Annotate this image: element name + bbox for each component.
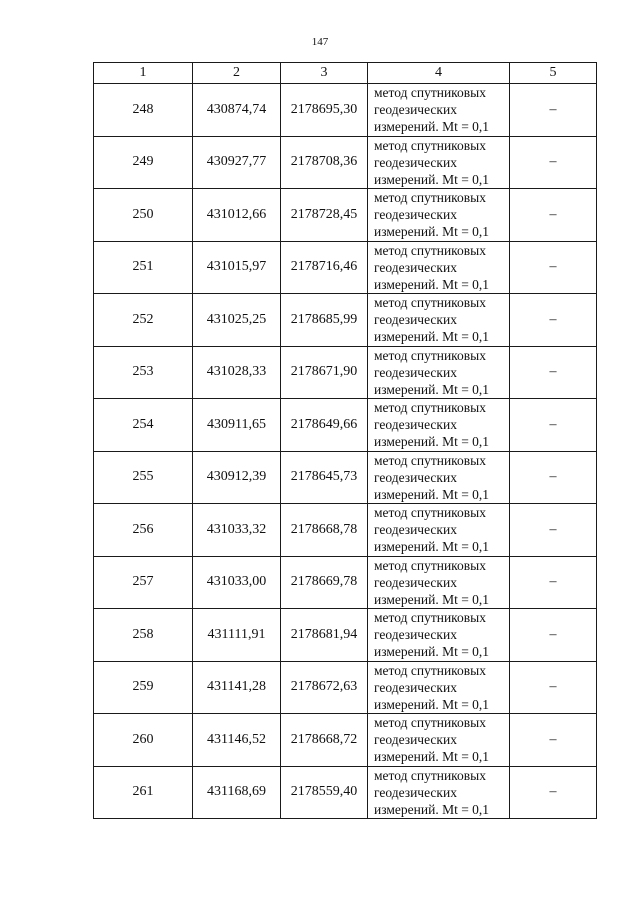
method-line: измерений. Mt = 0,1 [374,696,490,712]
coordinate-x: 430927,77 [193,136,281,189]
note-cell: – [510,766,597,819]
method-line: измерений. Mt = 0,1 [374,801,490,817]
method-line: измерений. Mt = 0,1 [374,171,490,187]
method-cell [368,714,510,767]
note-cell: – [510,84,597,137]
method-line: геодезических [374,312,457,328]
method-line: геодезических [374,732,457,748]
table-row [94,294,597,347]
point-number: 252 [94,294,193,347]
point-number: 261 [94,766,193,819]
method-line: метод спутниковых [374,715,486,731]
point-number: 250 [94,189,193,242]
method-line: геодезических [374,207,457,223]
method-cell [368,661,510,714]
method-line: геодезических [374,154,457,170]
method-line: измерений. Mt = 0,1 [374,276,490,292]
coordinate-x: 431033,32 [193,504,281,557]
table-row [94,504,597,557]
method-line: измерений. Mt = 0,1 [374,539,490,555]
coordinate-x: 431168,69 [193,766,281,819]
note-cell: – [510,399,597,452]
coordinate-x: 430911,65 [193,399,281,452]
coordinate-x: 430874,74 [193,84,281,137]
method-line: геодезических [374,627,457,643]
column-header-4: 4 [368,63,510,84]
coordinate-y: 2178649,66 [281,399,368,452]
method-line: геодезических [374,417,457,433]
method-cell [368,241,510,294]
method-line: метод спутниковых [374,137,486,153]
table-row [94,136,597,189]
page-number: 147 [311,36,329,48]
column-header-3: 3 [281,63,368,84]
column-header-2: 2 [193,63,281,84]
method-line: метод спутниковых [374,347,486,363]
method-line: геодезических [374,679,457,695]
method-line: измерений. Mt = 0,1 [374,486,490,502]
method-line: измерений. Mt = 0,1 [374,381,490,397]
point-number: 255 [94,451,193,504]
table-row [94,84,597,137]
note-cell: – [510,136,597,189]
method-line: геодезических [374,364,457,380]
coordinate-x: 431015,97 [193,241,281,294]
method-line: измерений. Mt = 0,1 [374,749,490,765]
method-line: метод спутниковых [374,85,486,101]
coordinate-y: 2178672,63 [281,661,368,714]
point-number: 259 [94,661,193,714]
coordinate-x: 431025,25 [193,294,281,347]
coordinate-y: 2178645,73 [281,451,368,504]
table-header-row [94,63,597,84]
coordinate-y: 2178559,40 [281,766,368,819]
method-line: метод спутниковых [374,505,486,521]
method-line: измерений. Mt = 0,1 [374,434,490,450]
method-line: геодезических [374,102,457,118]
point-number: 256 [94,504,193,557]
table-row [94,451,597,504]
method-line: измерений. Mt = 0,1 [374,591,490,607]
method-cell [368,609,510,662]
coordinate-y: 2178716,46 [281,241,368,294]
method-cell [368,399,510,452]
point-number: 258 [94,609,193,662]
point-number: 248 [94,84,193,137]
method-line: метод спутниковых [374,767,486,783]
note-cell: – [510,714,597,767]
coordinates-table [93,62,597,819]
table-row [94,241,597,294]
coordinate-y: 2178685,99 [281,294,368,347]
method-line: метод спутниковых [374,662,486,678]
method-cell [368,84,510,137]
method-line: метод спутниковых [374,557,486,573]
method-line: метод спутниковых [374,295,486,311]
method-cell [368,504,510,557]
method-cell [368,294,510,347]
method-line: измерений. Mt = 0,1 [374,224,490,240]
method-cell [368,189,510,242]
coordinate-x: 431146,52 [193,714,281,767]
coordinate-y: 2178668,72 [281,714,368,767]
method-line: геодезических [374,522,457,538]
note-cell: – [510,346,597,399]
coordinate-y: 2178681,94 [281,609,368,662]
method-cell [368,346,510,399]
note-cell: – [510,189,597,242]
column-header-5: 5 [510,63,597,84]
point-number: 260 [94,714,193,767]
note-cell: – [510,294,597,347]
method-line: геодезических [374,259,457,275]
coordinate-x: 431111,91 [193,609,281,662]
coordinate-y: 2178728,45 [281,189,368,242]
point-number: 251 [94,241,193,294]
point-number: 253 [94,346,193,399]
table-body [94,84,597,819]
table-row [94,609,597,662]
table-row [94,189,597,242]
coordinate-y: 2178708,36 [281,136,368,189]
note-cell: – [510,241,597,294]
coordinate-x: 431028,33 [193,346,281,399]
table-row [94,766,597,819]
note-cell: – [510,451,597,504]
method-line: измерений. Mt = 0,1 [374,119,490,135]
method-line: геодезических [374,469,457,485]
method-line: измерений. Mt = 0,1 [374,329,490,345]
point-number: 249 [94,136,193,189]
table-row [94,399,597,452]
column-header-1: 1 [94,63,193,84]
method-cell [368,766,510,819]
method-line: метод спутниковых [374,610,486,626]
table-row [94,714,597,767]
coordinate-x: 431012,66 [193,189,281,242]
method-line: метод спутниковых [374,190,486,206]
note-cell: – [510,609,597,662]
method-cell [368,136,510,189]
coordinate-y: 2178669,78 [281,556,368,609]
point-number: 257 [94,556,193,609]
method-cell [368,556,510,609]
coordinate-x: 431033,00 [193,556,281,609]
table-row [94,556,597,609]
coordinate-x: 431141,28 [193,661,281,714]
coordinate-x: 430912,39 [193,451,281,504]
method-line: геодезических [374,784,457,800]
method-line: метод спутниковых [374,242,486,258]
method-line: метод спутниковых [374,400,486,416]
table-row [94,661,597,714]
note-cell: – [510,504,597,557]
table-row [94,346,597,399]
method-cell [368,451,510,504]
note-cell: – [510,661,597,714]
coordinate-y: 2178695,30 [281,84,368,137]
method-line: измерений. Mt = 0,1 [374,644,490,660]
coordinate-y: 2178668,78 [281,504,368,557]
note-cell: – [510,556,597,609]
method-line: метод спутниковых [374,452,486,468]
method-line: геодезических [374,574,457,590]
coordinate-y: 2178671,90 [281,346,368,399]
point-number: 254 [94,399,193,452]
